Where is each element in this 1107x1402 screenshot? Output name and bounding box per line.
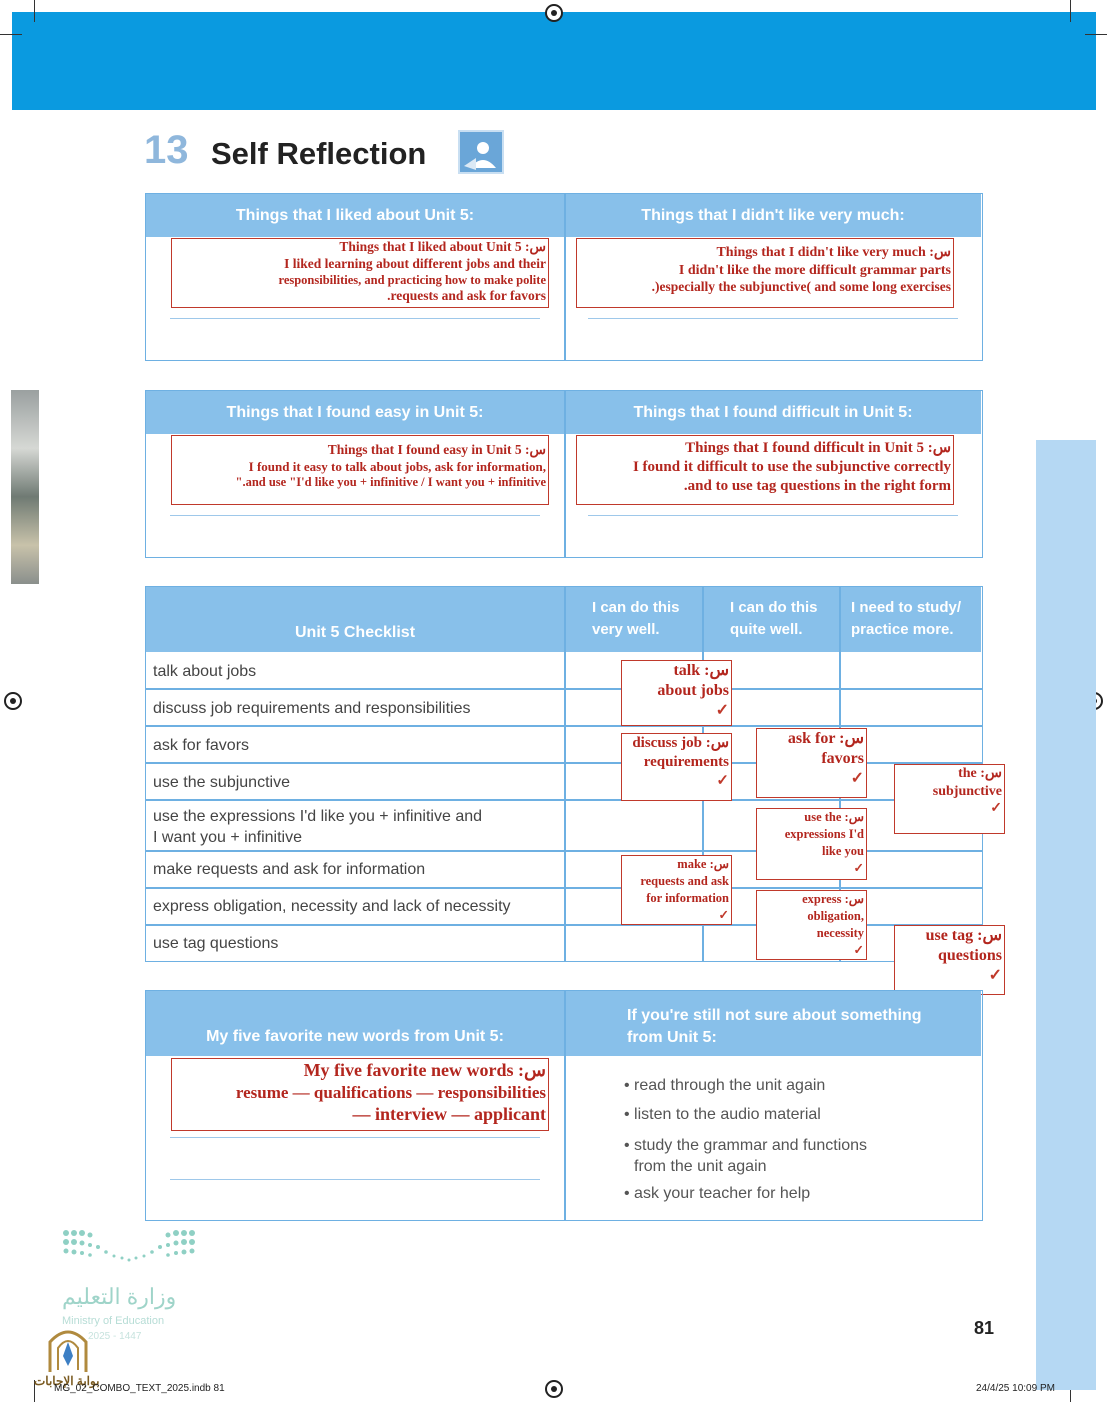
difficult-answer: Things that I found difficult in Unit 5 :س I found it difficult to use the subjunctive correctly .and to use tag questions in the right form [576, 435, 954, 505]
page-title: Self Reflection [211, 136, 427, 171]
side-photo [11, 390, 39, 584]
check-icon: ✓ [718, 907, 729, 922]
checklist-item: use tag questions [153, 935, 279, 952]
disliked-header: Things that I didn't like very much: [641, 206, 905, 224]
row-divider [146, 725, 982, 727]
row-divider [146, 887, 982, 889]
checklist-item: talk about jobs [153, 663, 257, 680]
check-mark-box: express :س obligation, necessity ✓ [756, 890, 867, 960]
registration-mark-icon [545, 1380, 563, 1398]
liked-disliked-table [145, 193, 983, 361]
column-divider [564, 991, 566, 1220]
not-sure-header: If you're still not sure about something from Unit 5: [627, 1007, 922, 1046]
check-mark-box: use the :س expressions I'd like you ✓ [756, 808, 867, 880]
checklist-item: use the subjunctive [153, 774, 290, 791]
column-divider [564, 194, 566, 360]
tip-item: • ask your teacher for help [624, 1185, 811, 1202]
ministry-english-name: Ministry of Education [62, 1315, 165, 1327]
check-icon: ✓ [853, 942, 864, 957]
checklist-item: make requests and ask for information [153, 861, 426, 878]
footer-datetime: 24/4/25 10:09 PM [976, 1383, 1055, 1394]
checklist-item: express obligation, necessity and lack of necessity [153, 898, 511, 915]
crop-mark [1070, 0, 1071, 22]
crop-mark [0, 34, 22, 35]
writing-line [170, 515, 540, 516]
checklist-title: Unit 5 Checklist [294, 623, 416, 641]
column-divider [564, 587, 566, 961]
check-mark-box: make :س requests and ask for information ✓ [621, 855, 732, 925]
checklist-item: discuss job requirements and responsibilities [153, 700, 471, 717]
writing-line [170, 1137, 540, 1138]
side-color-bar [1036, 440, 1096, 1390]
favorite-words-table [145, 990, 983, 1221]
favorite-words-header: My five favorite new words from Unit 5: [206, 1027, 504, 1045]
unit-number: 13 [144, 128, 189, 172]
self-reflection-icon [458, 130, 504, 174]
check-mark-box: discuss job :س requirements ✓ [621, 733, 732, 801]
crop-mark [1085, 34, 1107, 35]
tip-item: • read through the unit again [624, 1077, 826, 1094]
easy-answer: Things that I found easy in Unit 5 :س I found it easy to talk about jobs, ask for information, ".and use "I'd like you + infinitive / I want you + infinitive [171, 435, 549, 505]
difficult-header: Things that I found difficult in Unit 5: [633, 403, 913, 421]
writing-line [170, 318, 540, 319]
ministry-year: 2025 - 1447 [88, 1331, 142, 1342]
favorite-words-answer: My five favorite new words :س resume — qualifications — responsibilities — interview — applicant [171, 1058, 549, 1131]
ministry-logo-dots-icon [62, 1228, 196, 1268]
footer-file: MG_02_COMBO_TEXT_2025.indb 81 [54, 1383, 225, 1394]
column-quite-well: I can do this quite well. [730, 599, 818, 638]
tip-item: • listen to the audio material [624, 1106, 821, 1123]
easy-header: Things that I found easy in Unit 5: [226, 403, 484, 421]
ministry-arabic-name: وزارة التعليم [62, 1284, 177, 1309]
check-icon: ✓ [853, 860, 864, 875]
check-mark-box: ask for :س favors ✓ [756, 728, 867, 798]
row-divider [146, 688, 982, 690]
check-icon: ✓ [850, 770, 864, 787]
check-icon: ✓ [988, 967, 1002, 984]
check-icon: ✓ [990, 801, 1002, 816]
disliked-answer: Things that I didn't like very much :س I didn't like the more difficult grammar parts .)especially the subjunctive( and some long exercises [576, 238, 954, 308]
check-icon: ✓ [715, 702, 729, 719]
liked-answer: Things that I liked about Unit 5 :س I liked learning about different jobs and their responsibilities, and practicing how to make polite .requests and ask for favors [171, 238, 549, 308]
writing-line [588, 318, 958, 319]
registration-mark-icon [545, 4, 563, 22]
writing-line [588, 515, 958, 516]
column-very-well: I can do this very well. [592, 599, 680, 638]
writing-line [170, 1179, 540, 1180]
page-number: 81 [974, 1318, 995, 1338]
watermark-text: بوابة الإجابات [34, 1374, 100, 1388]
check-icon: ✓ [716, 772, 729, 789]
top-color-band [12, 12, 1096, 110]
liked-header: Things that I liked about Unit 5: [235, 206, 475, 224]
check-mark-box: use tag :س questions ✓ [894, 925, 1005, 995]
row-divider [146, 799, 982, 801]
column-divider [564, 391, 566, 557]
easy-difficult-table [145, 390, 983, 558]
crop-mark [34, 0, 35, 22]
check-mark-box: talk :س about jobs ✓ [621, 660, 732, 726]
tip-item: • study the grammar and functions from the unit again [624, 1137, 868, 1175]
checklist-item: use the expressions I'd like you + infinitive and I want you + infinitive [153, 808, 483, 846]
checklist-item: ask for favors [153, 737, 250, 754]
check-mark-box: the :س subjunctive ✓ [894, 764, 1005, 834]
column-practice-more: I need to study/ practice more. [851, 599, 962, 638]
watermark-logo-icon [46, 1326, 90, 1374]
registration-mark-icon [4, 692, 22, 710]
